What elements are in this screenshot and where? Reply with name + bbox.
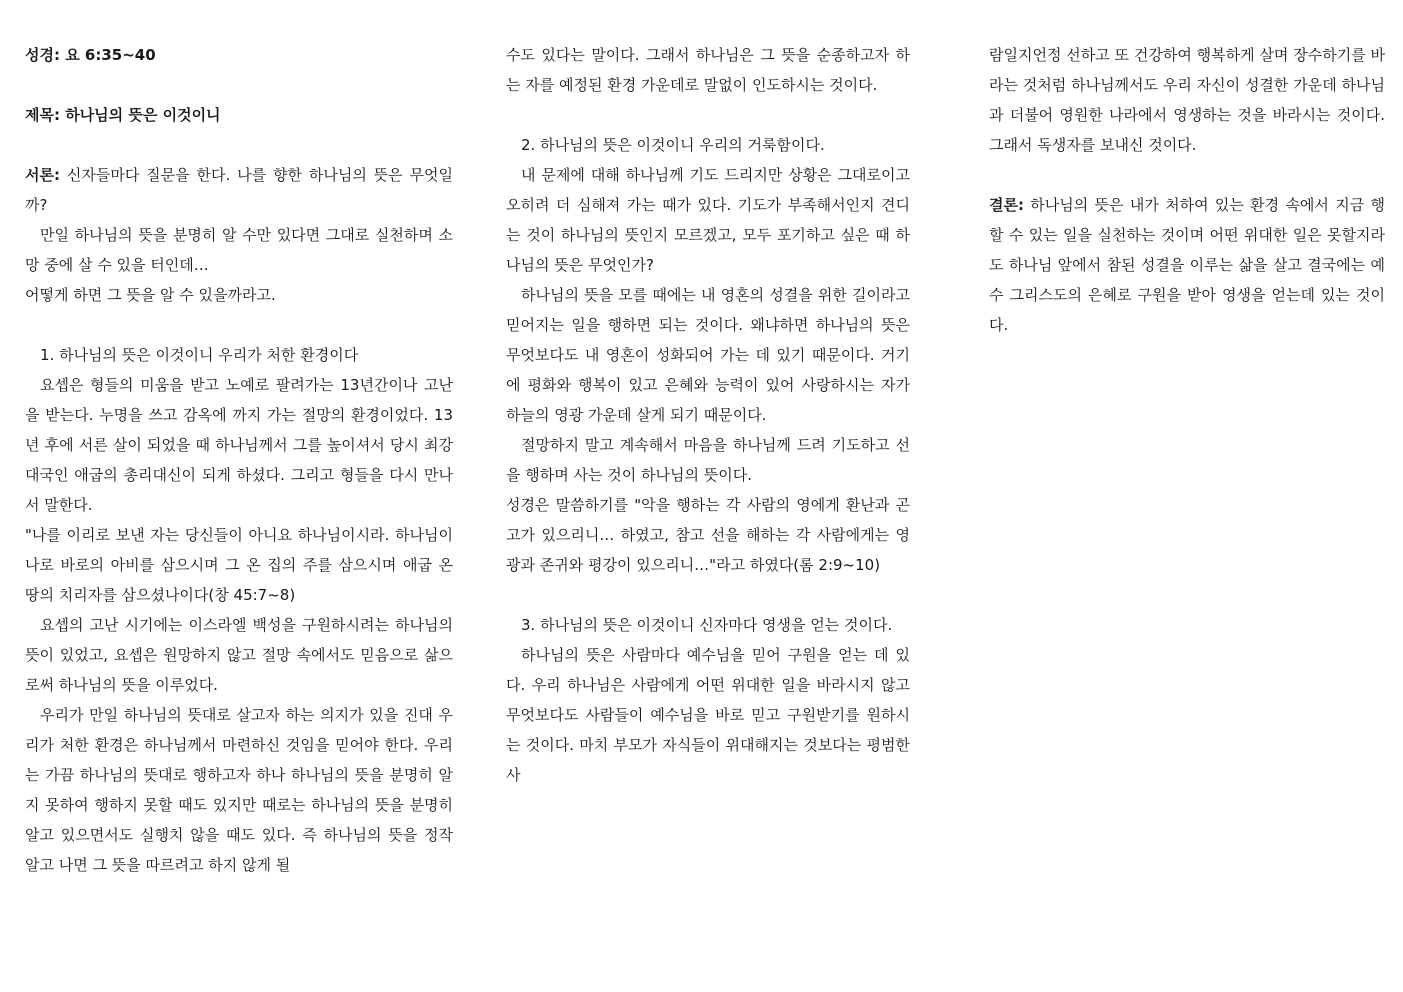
point-2-paragraph-3: 절망하지 말고 계속해서 마음을 하나님께 드려 기도하고 선을 행하며 사는 것이 하나님의 뜻이다. — [506, 436, 910, 484]
scripture-value: 요 6:35~40 — [59, 46, 156, 64]
title-label: 제목: — [25, 106, 60, 124]
point-1-paragraph-4: 우리가 만일 하나님의 뜻대로 살고자 하는 의지가 있을 진대 우리가 처한 환경은 하나님께서 마련하신 것임을 믿어야 한다. 우리는 가끔 하나님의 뜻대로 행하고자 하나 하나님의 뜻을 분명히 알지 못하여 행하지 못할 때도 있지만 때로는 하나님의 뜻을 분명히 알고 있으면서도 실행치 않을 때도 있다. 즉 하나님의 뜻을 정작 알고 나면 그 뜻을 따르려고 하지 않게 될 — [25, 706, 458, 874]
title-value: 하나님의 뜻은 이것이니 — [59, 106, 221, 124]
scripture-line — [25, 40, 453, 70]
intro-paragraph-3: 어떻게 하면 그 뜻을 알 수 있을까라고. — [25, 286, 276, 304]
point-1-heading: 1. 하나님의 뜻은 이것이니 우리가 처한 환경이다 — [40, 346, 359, 364]
point-1-paragraph-2: "나를 이리로 보낸 자는 당신들이 아니요 하나님이시라. 하나님이 나로 바로의 아비를 삼으시며 그 온 집의 주를 삼으시며 애굽 온 땅의 치리자를 삼으셨나이다(창 45:7~8) — [25, 526, 458, 604]
intro-paragraph — [25, 160, 453, 220]
intro-text: 신자들마다 질문을 한다. 나를 향한 하나님의 뜻은 무엇일까? — [25, 166, 453, 214]
title-line — [25, 100, 453, 130]
point-3-heading: 3. 하나님의 뜻은 이것이니 신자마다 영생을 얻는 것이다. — [521, 616, 893, 634]
continued-paragraph: 람일지언정 선하고 또 건강하여 행복하게 살며 장수하기를 바라는 것처럼 하나님께서도 우리 자신이 성결한 가운데 하나님과 더불어 영원한 나라에서 영생하는 것을 바라시는 것이다. 그래서 독생자를 보내신 것이다. — [989, 46, 1390, 154]
point-1-paragraph-1: 요셉은 형들의 미움을 받고 노예로 팔려가는 13년간이나 고난을 받는다. 누명을 쓰고 감옥에 까지 가는 절망의 환경이었다. 13년 후에 서른 살이 되었을 때 하나님께서 그를 높이셔서 당시 최강대국인 애굽의 총리대신이 되게 하셨다. 그리고 형들을 다시 만나서 말한다. — [25, 376, 453, 514]
column-3 — [989, 40, 1390, 340]
scripture-label: 성경: — [25, 46, 60, 64]
point-3-paragraph-1: 하나님의 뜻은 사람마다 예수님을 믿어 구원을 얻는 데 있다. 우리 하나님은 사람에게 어떤 위대한 일을 바라시지 않고 무엇보다도 사람들이 예수님을 바로 믿고 구원받기를 원하시는 것이다. 마치 부모가 자식들이 위대해지는 것보다는 평범한 사 — [506, 646, 915, 784]
point-2-paragraph-1: 내 문제에 대해 하나님께 기도 드리지만 상황은 그대로이고 오히려 더 심해져 가는 때가 있다. 기도가 부족해서인지 견디는 것이 하나님의 뜻인지 모르겠고, 모두 포기하고 싶은 때 하나님의 뜻은 무엇인가? — [506, 166, 915, 274]
point-2-heading: 2. 하나님의 뜻은 이것이니 우리의 거룩함이다. — [521, 136, 825, 154]
continued-paragraph: 수도 있다는 말이다. 그래서 하나님은 그 뜻을 순종하고자 하는 자를 예정된 환경 가운데로 말없이 인도하시는 것이다. — [506, 46, 910, 94]
point-1-paragraph-3: 요셉의 고난 시기에는 이스라엘 백성을 구원하시려는 하나님의 뜻이 있었고, 요셉은 원망하지 않고 절망 속에서도 믿음으로 삶으로써 하나님의 뜻을 이루었다. — [25, 616, 458, 694]
column-1 — [25, 40, 458, 880]
intro-paragraph-2: 만일 하나님의 뜻을 분명히 알 수만 있다면 그대로 실천하며 소망 중에 살 수 있을 터인데… — [25, 226, 453, 274]
conclusion-label: 결론: — [989, 196, 1024, 214]
column-2 — [506, 40, 915, 790]
conclusion-text: 하나님의 뜻은 내가 처하여 있는 환경 속에서 지금 행할 수 있는 일을 실천하는 것이며 어떤 위대한 일은 못할지라도 하나님 앞에서 참된 성결을 이루는 삶을 살고 결국에는 예수 그리스도의 은혜로 구원을 받아 영생을 얻는데 있는 것이다. — [989, 196, 1385, 334]
intro-label: 서론: — [25, 166, 60, 184]
point-2-paragraph-2: 하나님의 뜻을 모를 때에는 내 영혼의 성결을 위한 길이라고 믿어지는 일을 행하면 되는 것이다. 왜냐하면 하나님의 뜻은 무엇보다도 내 영혼이 성화되어 가는 데 있기 때문이다. 거기에 평화와 행복이 있고 은혜와 능력이 있어 사랑하시는 자가 하늘의 영광 가운데 살게 되기 때문이다. — [506, 286, 915, 424]
point-2-paragraph-4: 성경은 말씀하기를 "악을 행하는 각 사람의 영에게 환난과 곤고가 있으리니… 하였고, 참고 선을 해하는 각 사람에게는 영광과 존귀와 평강이 있으리니…"라고 하였다(롬 2:9~10) — [506, 496, 910, 574]
conclusion-paragraph — [989, 190, 1385, 340]
